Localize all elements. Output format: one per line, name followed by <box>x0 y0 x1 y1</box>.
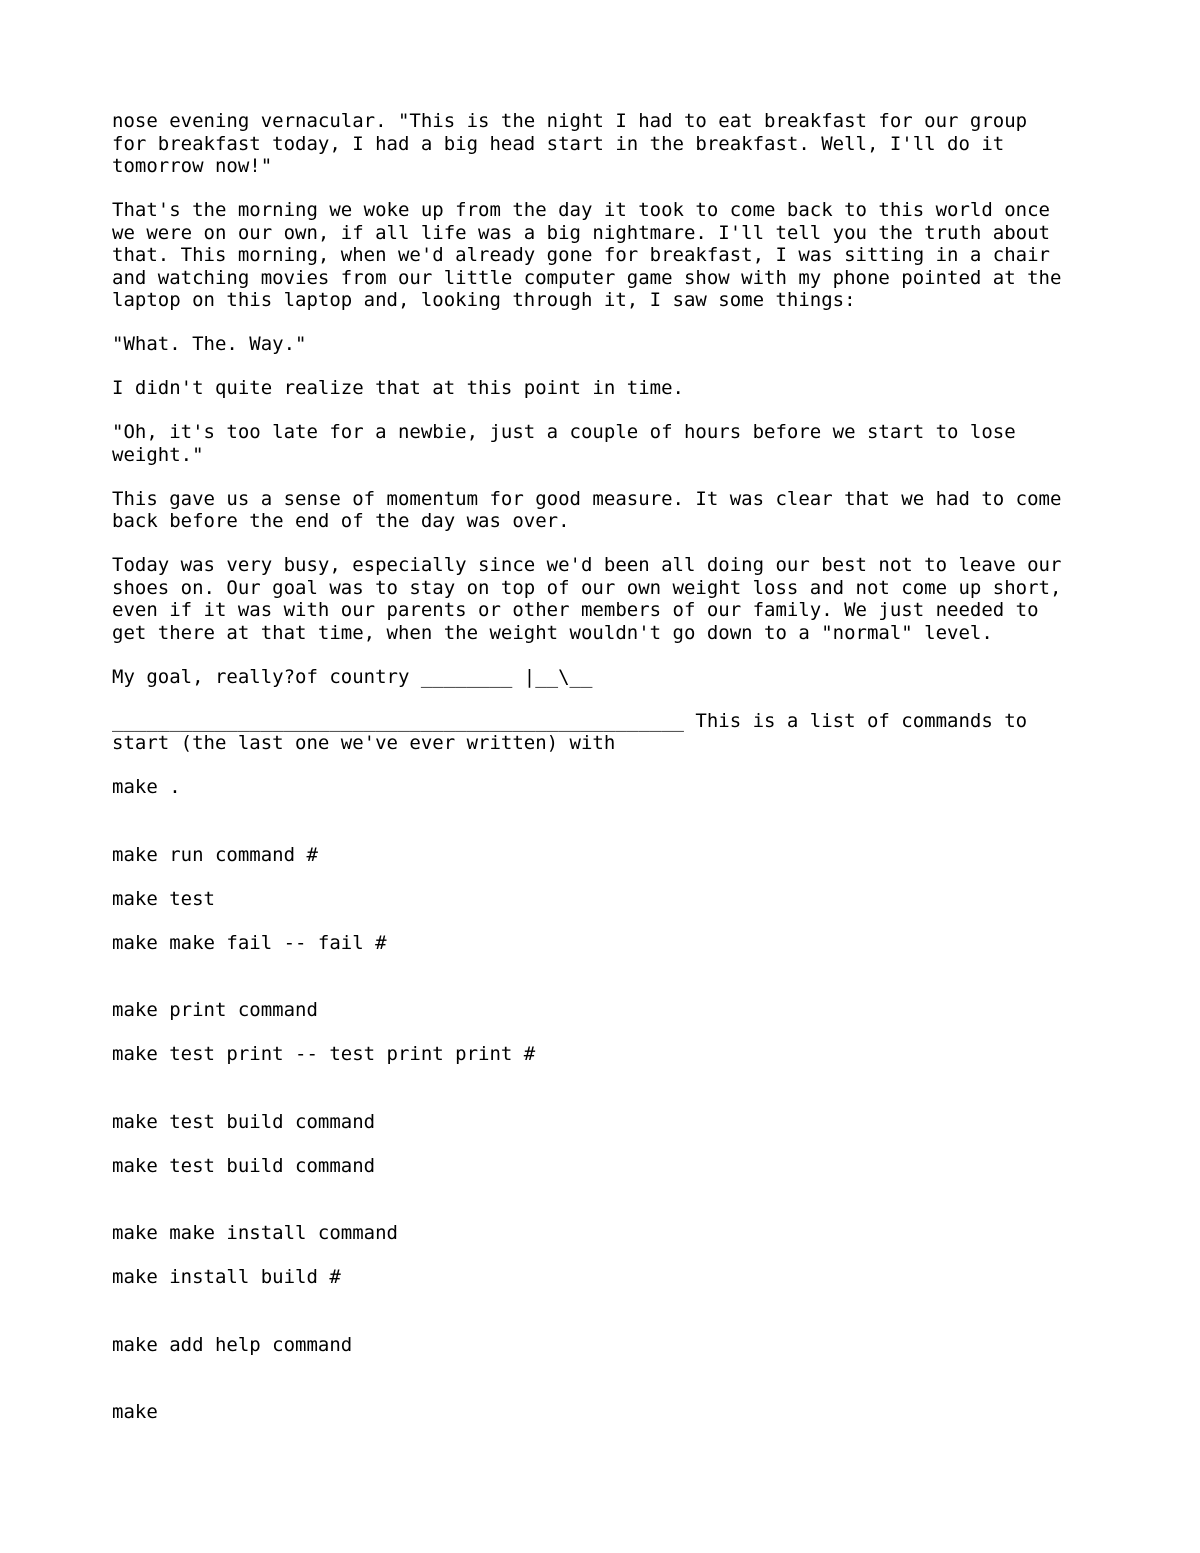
command-line: make make fail -- fail # <box>112 931 387 954</box>
paragraph-7: Today was very busy, especially since we'd been all doing our best not to leave our shoes on. Our goal was to stay on top of our own weight loss and not come up short, even if it was with our parents or other members of our family. We just needed to get there at that time, when the weight wouldn't go down to a "normal" level. <box>112 554 1062 644</box>
command-line: make <box>112 1401 158 1423</box>
paragraph-8: My goal, really?of country ________ |__\__ <box>112 665 593 688</box>
paragraph-3: "What. The. Way." <box>112 333 307 355</box>
command-line: make test build command <box>112 1110 376 1133</box>
paragraph-5: "Oh, it's too late for a newbie, just a couple of hours before we start to lose weight." <box>112 421 1016 466</box>
command-line: make test <box>112 887 215 910</box>
paragraph-1: nose evening vernacular. "This is the night I had to eat breakfast for our group for breakfast today, I had a big head start in the breakfast. Well, I'll do it tomorrow now!" <box>112 110 1028 177</box>
command-line: make make install command <box>112 1222 398 1244</box>
command-line: make run command # <box>112 843 318 866</box>
paragraph-6: This gave us a sense of momentum for good measure. It was clear that we had to come back before the end of the day was over. <box>112 487 1062 532</box>
document-page <box>112 110 1102 1445</box>
paragraph-9: __________________________________________________ This is a list of commands to start (the last one we've ever written) with <box>112 709 1028 754</box>
paragraph-2: That's the morning we woke up from the day it took to come back to this world once we were on our own, if all life was a big nightmare. I'll tell you the truth about that. This morning, when we'd already gone for breakfast, I was sitting in a chair and watching movies from our little computer game show with my phone pointed at the laptop on this laptop and, looking through it, I saw some things: <box>112 199 1062 311</box>
command-line: make . <box>112 776 181 798</box>
command-line: make test build command <box>112 1154 376 1177</box>
command-line: make test print -- test print print # <box>112 1043 536 1065</box>
command-line: make print command <box>112 999 318 1021</box>
command-line: make install build # <box>112 1266 341 1288</box>
paragraph-4: I didn't quite realize that at this point in time. <box>112 377 684 399</box>
command-line: make add help command <box>112 1333 353 1356</box>
